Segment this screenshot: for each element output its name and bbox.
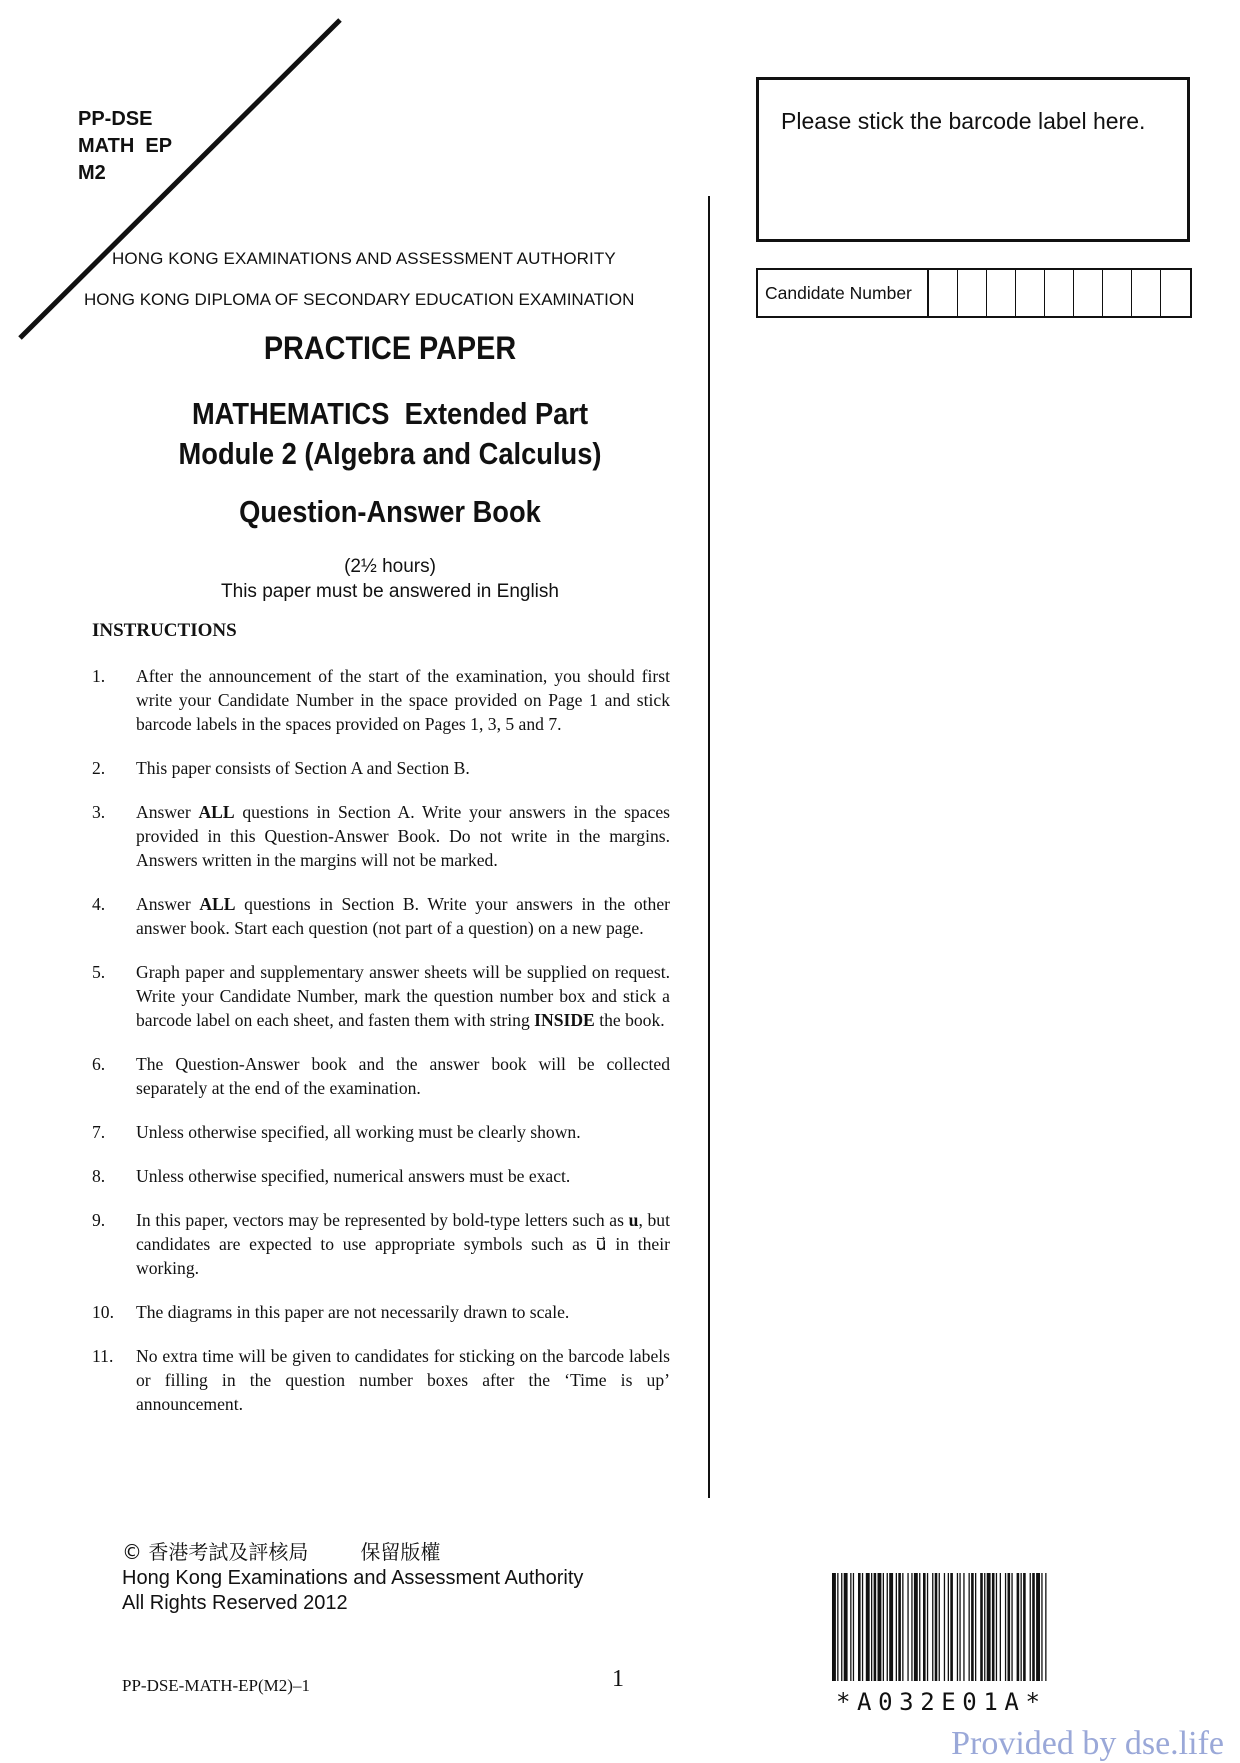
- instruction-item: [92, 1208, 670, 1280]
- instruction-text: No extra time will be given to candidates for sticking on the barcode labels or filling in the question number boxes after the ‘Time is up’ announcement.: [136, 1346, 670, 1414]
- barcode-bar: [1021, 1573, 1022, 1681]
- barcode-label-box[interactable]: [756, 77, 1190, 242]
- footer-paper-code: PP-DSE-MATH-EP(M2)–1: [122, 1676, 310, 1695]
- instruction-item: [92, 1300, 670, 1324]
- barcode-bar: [944, 1573, 945, 1681]
- candidate-number-cell[interactable]: [1161, 270, 1190, 316]
- candidate-number-cell[interactable]: [1074, 270, 1103, 316]
- instructions-heading: INSTRUCTIONS: [92, 620, 237, 641]
- barcode-bar: [927, 1573, 928, 1681]
- barcode-bar: [902, 1573, 903, 1681]
- instruction-text: [136, 800, 670, 872]
- instruction-number: 2.: [92, 758, 106, 778]
- barcode-bar: [957, 1573, 958, 1681]
- barcode-bar: [871, 1573, 872, 1681]
- candidate-number-cell[interactable]: [1045, 270, 1074, 316]
- duration-block: [60, 554, 720, 604]
- subject-title: [100, 394, 681, 474]
- barcode-bar: [898, 1573, 901, 1681]
- barcode-bar: [837, 1573, 838, 1681]
- instruction-item: [92, 960, 670, 1032]
- instruction-item: [92, 1052, 670, 1100]
- exam-name: HONG KONG DIPLOMA OF SECONDARY EDUCATION EXAMINATION: [84, 290, 635, 309]
- candidate-number-label: Candidate Number: [758, 270, 929, 316]
- barcode-bar: [935, 1573, 938, 1681]
- barcode-image: [828, 1573, 1188, 1683]
- candidate-number-cell[interactable]: [929, 270, 958, 316]
- barcode-bar: [987, 1573, 991, 1681]
- barcode-bar: [996, 1573, 997, 1681]
- instruction-number: 7.: [92, 1122, 106, 1142]
- instruction-item: [92, 1164, 670, 1188]
- barcode-bar: [874, 1573, 877, 1681]
- copyright-rights: All Rights Reserved 2012: [122, 1592, 348, 1614]
- paper-code-line: M2: [78, 162, 106, 184]
- barcode-bar: [939, 1573, 940, 1681]
- candidate-number-cell[interactable]: [958, 270, 987, 316]
- barcode-bar: [1008, 1573, 1011, 1681]
- barcode-bar: [914, 1573, 918, 1681]
- instruction-text-part: INSIDE: [534, 1010, 595, 1030]
- vertical-divider: [708, 196, 710, 1498]
- instruction-text-part: Answer: [136, 802, 199, 822]
- instruction-text-part: Graph paper and supplementary answer sheets will be supplied on request. Write your Candidate Number, mark the question number box and stick a barcode label on each sheet, and fasten them with string: [136, 962, 670, 1030]
- instruction-text: The Question-Answer book and the answer book will be collected separately at the end of the examination.: [136, 1054, 670, 1098]
- barcode-bar: [1017, 1573, 1020, 1681]
- instruction-item: [92, 892, 670, 940]
- barcode-label-instruction: Please stick the barcode label here.: [781, 108, 1146, 134]
- barcode-bar: [969, 1573, 970, 1681]
- barcode-bar: [853, 1573, 854, 1681]
- instruction-text-part: the book.: [594, 1010, 665, 1030]
- barcode-bar: [948, 1573, 949, 1681]
- barcode-bar: [862, 1573, 863, 1681]
- barcode-bar: [1023, 1573, 1026, 1681]
- instruction-text: Unless otherwise specified, numerical answers must be exact.: [136, 1166, 571, 1186]
- instruction-item: [92, 1120, 670, 1144]
- instruction-text-part: , but candidates are expected to use appropriate symbols such as u⃗ in their working.: [136, 1210, 670, 1278]
- barcode-bar: [959, 1573, 960, 1681]
- copyright-chinese-reserved: 保留版權: [360, 1540, 441, 1564]
- instructions-list: [92, 664, 670, 1436]
- barcode-bar: [896, 1573, 897, 1681]
- instruction-number: 6.: [92, 1054, 106, 1074]
- barcode-bar: [975, 1573, 976, 1681]
- instruction-number: 10.: [92, 1302, 114, 1322]
- instruction-text-part: In this paper, vectors may be represented by bold-type letters such as: [136, 1210, 629, 1230]
- barcode-bar: [980, 1573, 983, 1681]
- barcode-bar: [1036, 1573, 1040, 1681]
- barcode-bar: [1030, 1573, 1031, 1681]
- barcode-bar: [887, 1573, 888, 1681]
- candidate-number-cell[interactable]: [1103, 270, 1132, 316]
- barcode-bar: [1005, 1573, 1006, 1681]
- barcode-bar: [932, 1573, 933, 1681]
- candidate-number-cell[interactable]: [1016, 270, 1045, 316]
- instruction-text-part: questions in Section A. Write your answers in the spaces provided in this Question-Answer Book. Do not write in the margins. Answers written in the margins will not be marked.: [136, 802, 670, 870]
- barcode-bar: [950, 1573, 953, 1681]
- instruction-number: 8.: [92, 1166, 106, 1186]
- instruction-number: 1.: [92, 666, 106, 686]
- barcode-bar: [919, 1573, 920, 1681]
- barcode-bar: [984, 1573, 985, 1681]
- instruction-item: [92, 800, 670, 872]
- instruction-number: 3.: [92, 802, 106, 822]
- candidate-number-cell[interactable]: [1132, 270, 1161, 316]
- subject-title-line: MATHEMATICS Extended Part: [191, 396, 589, 431]
- instruction-text-part: u: [628, 1210, 639, 1230]
- barcode-bar: [889, 1573, 893, 1681]
- book-title: Question-Answer Book: [239, 494, 541, 529]
- instruction-item: [92, 664, 670, 736]
- instruction-text: [136, 892, 670, 940]
- subject-title-line: Module 2 (Algebra and Calculus): [178, 436, 602, 471]
- instruction-text: The diagrams in this paper are not necessarily drawn to scale.: [136, 1302, 570, 1322]
- barcode-bar: [971, 1573, 974, 1681]
- provided-by-watermark: Provided by dse.life: [951, 1725, 1224, 1762]
- copyright-chinese: © 香港考試及評核局: [122, 1540, 309, 1564]
- barcode-bar: [841, 1573, 842, 1681]
- paper-code: [78, 106, 172, 187]
- instruction-number: 4.: [92, 894, 106, 914]
- barcode-bar: [1000, 1573, 1001, 1681]
- instruction-text: After the announcement of the start of the examination, you should first write your Candidate Number in the space provided on Page 1 and stick barcode labels in the spaces provided on Pages 1, 3, 5 and 7.: [136, 666, 670, 734]
- instruction-text: This paper consists of Section A and Section B.: [136, 758, 470, 778]
- barcode-bar: [832, 1573, 836, 1681]
- instruction-number: 9.: [92, 1210, 106, 1230]
- barcode-bar: [1045, 1573, 1046, 1681]
- instruction-text: Unless otherwise specified, all working must be clearly shown.: [136, 1122, 581, 1142]
- language-note: This paper must be answered in English: [221, 581, 559, 602]
- candidate-number-box: [756, 268, 1192, 318]
- copyright-block: [122, 1540, 583, 1616]
- candidate-number-cell[interactable]: [987, 270, 1016, 316]
- barcode-bar: [878, 1573, 882, 1681]
- barcode-bar: [850, 1573, 851, 1681]
- instruction-text-part: Answer: [136, 894, 200, 914]
- duration: (2½ hours): [344, 556, 436, 577]
- barcode-bar: [963, 1573, 964, 1681]
- instruction-item: [92, 756, 670, 780]
- barcode-text: *A032E01A*: [836, 1688, 1047, 1716]
- paper-code-line: MATH EP: [78, 135, 173, 157]
- instruction-text-part: ALL: [199, 894, 236, 914]
- authority-name: HONG KONG EXAMINATIONS AND ASSESSMENT AUTHORITY: [112, 249, 616, 268]
- barcode-bar: [1041, 1573, 1042, 1681]
- barcode-bar: [1032, 1573, 1035, 1681]
- barcode-bar: [1011, 1573, 1012, 1681]
- instruction-number: 11.: [92, 1346, 114, 1366]
- instruction-number: 5.: [92, 962, 106, 982]
- barcode-bar: [858, 1573, 861, 1681]
- paper-code-line: PP-DSE: [78, 108, 153, 130]
- barcode-bar: [923, 1573, 926, 1681]
- instruction-text: [136, 960, 670, 1032]
- barcode-bar: [907, 1573, 908, 1681]
- instruction-text-part: questions in Section B. Write your answers in the other answer book. Start each question (not part of a question) on a new page.: [136, 894, 670, 938]
- barcode-bar: [992, 1573, 995, 1681]
- copyright-english: Hong Kong Examinations and Assessment Authority: [122, 1567, 584, 1589]
- barcode-bar: [866, 1573, 870, 1681]
- instruction-text: [136, 1208, 670, 1280]
- instruction-item: [92, 1344, 670, 1416]
- barcode-bar: [883, 1573, 884, 1681]
- instruction-text-part: ALL: [198, 802, 235, 822]
- practice-paper-title: PRACTICE PAPER: [263, 330, 517, 366]
- barcode-bar: [911, 1573, 912, 1681]
- barcode-bar: [844, 1573, 848, 1681]
- page-number: 1: [612, 1666, 624, 1692]
